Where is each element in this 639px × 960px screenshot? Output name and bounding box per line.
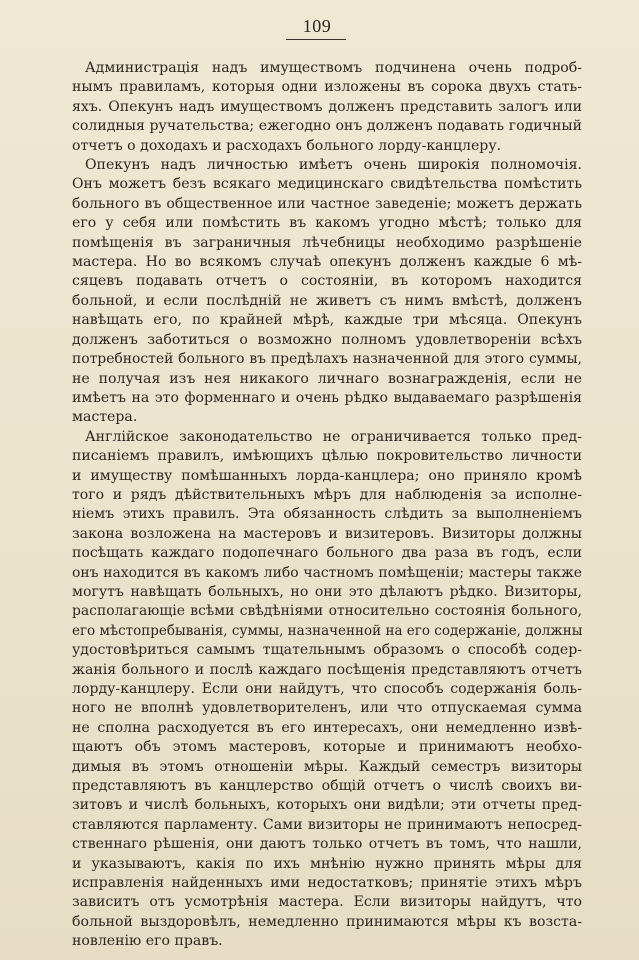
text-line: его мѣстопребыванія, суммы, назначенной на его содержаніе, должны	[72, 622, 582, 639]
text-line: помѣщенія въ заграничныя лѣчебницы необходимо разрѣшеніе	[72, 234, 582, 251]
text-line: Опекунъ надъ личностью имѣетъ очень широкія полномочія.	[85, 157, 582, 174]
text-line: димыя въ этомъ отношеніи мѣры. Каждый семестръ визиторы	[72, 758, 582, 775]
text-line: располагающіе всѣми свѣдѣніями относительно состоянія больного,	[72, 603, 582, 620]
text-line: того и рядъ дѣйствительныхъ мѣръ для наблюденія за исполне-	[72, 486, 582, 503]
text-line: посѣщать каждаго подопечнаго больного два раза въ годъ, если	[72, 545, 582, 562]
text-line: ніемъ этихъ правилъ. Эта обязанность слѣдить за выполненіемъ	[72, 506, 582, 523]
text-line: ственнаго рѣшенія, они даютъ только отчетъ въ томъ, что нашли,	[72, 836, 582, 853]
text-line: щаютъ объ этомъ мастеровъ, которые и принимаютъ необхо-	[72, 739, 582, 756]
text-line: долженъ заботиться о возможно полномъ удовлетвореніи всѣхъ	[72, 331, 582, 348]
text-line: яхъ. Опекунъ надъ имуществомъ долженъ представить залогъ или	[72, 98, 582, 115]
text-line: мастера.	[72, 409, 138, 426]
text-line: представляютъ въ канцлерство общій отчетъ о числѣ своихъ ви-	[72, 778, 582, 795]
text-line: не получая изъ нея никакого личнаго вознагражденія, если не	[72, 370, 582, 387]
text-line: жанія больного и послѣ каждаго посѣщенія представляютъ отчетъ	[72, 661, 582, 678]
page-number: 109	[302, 16, 332, 36]
text-line: зависитъ отъ усмотрѣнія мастера. Если визиторы найдутъ, что	[72, 894, 582, 911]
text-line: новленію его правъ.	[72, 933, 223, 950]
text-line: больной, и если послѣдній не живетъ съ нимъ вмѣстѣ, долженъ	[72, 292, 582, 309]
text-line: и имуществу помѣшанныхъ лорда-канцлера; оно приняло кромѣ	[72, 467, 582, 484]
text-line: могутъ навѣщать больныхъ, но они это дѣлаютъ рѣдко. Визиторы,	[72, 583, 582, 600]
text-line: ного не вполнѣ удовлетворителенъ, или что отпускаемая сумма	[72, 700, 582, 717]
text-line: навѣщать его, по крайней мѣрѣ, каждые три мѣсяца. Опекунъ	[72, 312, 582, 329]
text-line: его у себя или помѣстить въ какомъ угодно мѣстѣ; только для	[72, 215, 582, 232]
text-line: Администрація надъ имуществомъ подчинена очень подроб-	[85, 60, 582, 76]
text-line: онъ находится въ какомъ либо частномъ помѣщеніи; мастеры также	[72, 564, 582, 581]
text-line: отчетъ о доходахъ и расходахъ больного лорду-канцлеру.	[72, 137, 502, 154]
text-line: и указываютъ, какія по ихъ мнѣнію нужно принять мѣры для	[72, 855, 582, 872]
text-line: удостовѣриться самымъ тщательнымъ образомъ о способѣ содер-	[72, 642, 582, 659]
text-line: имѣетъ на это форменнаго и очень рѣдко выдаваемаго разрѣшенія	[72, 389, 582, 406]
text-line: сяцевъ подавать отчетъ о состояніи, въ которомъ находится	[72, 273, 582, 290]
text-line: потребностей больного въ предѣлахъ назначенной для этого суммы,	[72, 351, 582, 368]
text-line: исправленія найденныхъ ими недостатковъ; принятіе этихъ мѣръ	[72, 875, 582, 892]
body-text	[72, 59, 582, 952]
text-line: лорду-канцлеру. Если они найдутъ, что способъ содержанія боль-	[72, 681, 582, 697]
text-line: Онъ можетъ безъ всякаго медицинскаго свидѣтельства помѣстить	[72, 176, 582, 193]
text-line: Англійское законодательство не ограничивается только пред-	[85, 428, 582, 445]
text-line: нымъ правиламъ, которыя одни изложены въ сорока двухъ стать-	[72, 79, 582, 96]
text-line: зитовъ и числѣ больныхъ, которыхъ они видѣли; эти отчеты пред-	[72, 797, 582, 814]
text-line: ставляются парламенту. Сами визиторы не принимаютъ непосред-	[72, 816, 582, 833]
text-line: мастера. Но во всякомъ случаѣ опекунъ долженъ каждые 6 мѣ-	[72, 254, 582, 271]
text-line: закона возложена на мастеровъ и визитеровъ. Визиторы должны	[72, 525, 582, 542]
header-rule	[286, 39, 346, 40]
text-line: солидныя ручательства; ежегодно онъ долженъ подавать годичный	[72, 118, 582, 135]
text-line: писаніемъ правилъ, имѣющихъ цѣлью покровительство личности	[72, 448, 582, 465]
text-line: не сполна расходуется въ его интересахъ, они немедленно извѣ-	[72, 719, 582, 736]
text-line: больного въ общественное или частное заведеніе; можетъ держать	[72, 195, 582, 212]
text-line: больной выздоровѣлъ, немедленно принимаются мѣры къ возста-	[72, 913, 582, 930]
